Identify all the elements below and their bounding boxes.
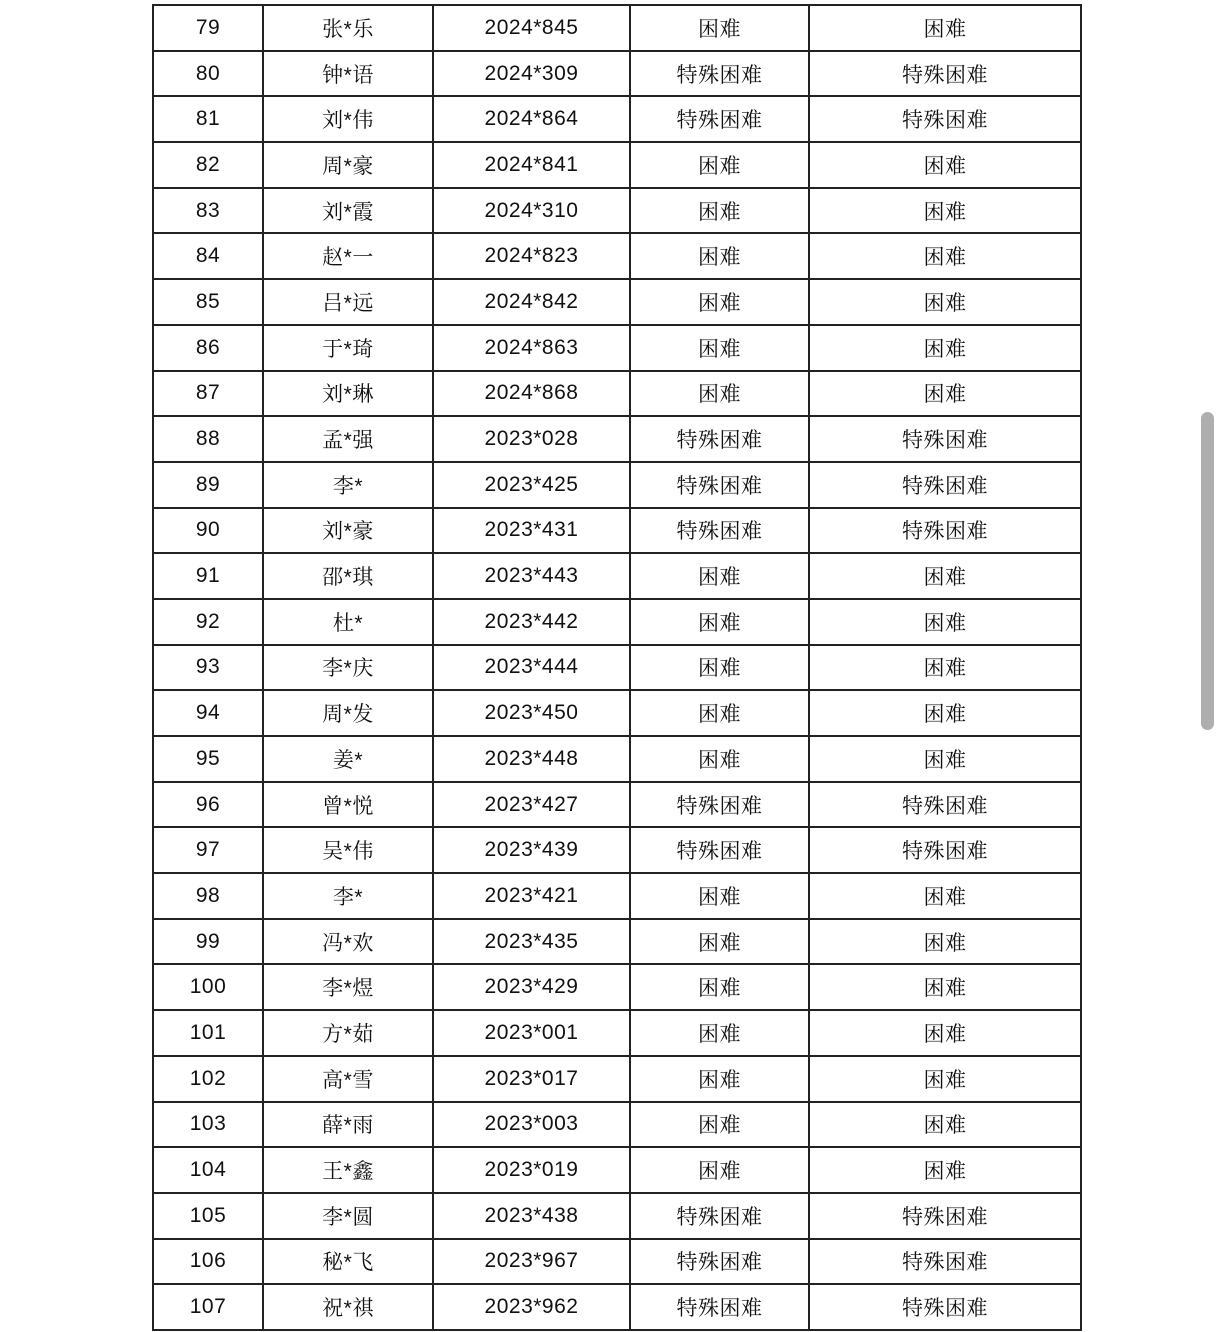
cell-category-1: 特殊困难	[630, 1239, 809, 1285]
cell-category-2: 特殊困难	[809, 1239, 1081, 1285]
cell-category-1: 困难	[630, 1056, 809, 1102]
cell-name: 李*煜	[263, 964, 433, 1010]
cell-category-1: 特殊困难	[630, 51, 809, 97]
cell-category-1: 特殊困难	[630, 508, 809, 554]
table-row	[153, 1193, 1081, 1239]
cell-category-1: 困难	[630, 279, 809, 325]
cell-index: 81	[153, 96, 263, 142]
cell-student-id: 2023*431	[433, 508, 630, 554]
cell-category-1: 困难	[630, 233, 809, 279]
cell-category-1: 困难	[630, 5, 809, 51]
table-row	[153, 279, 1081, 325]
table-row	[153, 553, 1081, 599]
cell-index: 95	[153, 736, 263, 782]
cell-index: 92	[153, 599, 263, 645]
table-row	[153, 188, 1081, 234]
cell-index: 96	[153, 782, 263, 828]
cell-category-2: 困难	[809, 1147, 1081, 1193]
cell-index: 86	[153, 325, 263, 371]
cell-category-2: 特殊困难	[809, 782, 1081, 828]
cell-name: 李*圆	[263, 1193, 433, 1239]
cell-name: 高*雪	[263, 1056, 433, 1102]
table-row	[153, 1284, 1081, 1330]
cell-name: 邵*琪	[263, 553, 433, 599]
table-row	[153, 1147, 1081, 1193]
cell-category-1: 困难	[630, 1147, 809, 1193]
cell-name: 钟*语	[263, 51, 433, 97]
cell-index: 103	[153, 1102, 263, 1148]
cell-name: 周*豪	[263, 142, 433, 188]
cell-student-id: 2023*448	[433, 736, 630, 782]
cell-name: 张*乐	[263, 5, 433, 51]
cell-index: 106	[153, 1239, 263, 1285]
cell-category-1: 困难	[630, 1010, 809, 1056]
cell-student-id: 2024*864	[433, 96, 630, 142]
cell-category-1: 困难	[630, 142, 809, 188]
cell-student-id: 2023*001	[433, 1010, 630, 1056]
table-row	[153, 325, 1081, 371]
table-row	[153, 782, 1081, 828]
table-row	[153, 462, 1081, 508]
table-row	[153, 142, 1081, 188]
cell-index: 80	[153, 51, 263, 97]
roster-table	[152, 4, 1082, 1331]
cell-student-id: 2023*439	[433, 827, 630, 873]
cell-category-2: 困难	[809, 371, 1081, 417]
cell-category-2: 困难	[809, 233, 1081, 279]
cell-index: 101	[153, 1010, 263, 1056]
cell-category-1: 困难	[630, 690, 809, 736]
cell-category-2: 困难	[809, 919, 1081, 965]
cell-student-id: 2023*443	[433, 553, 630, 599]
cell-name: 杜*	[263, 599, 433, 645]
cell-index: 98	[153, 873, 263, 919]
cell-name: 吴*伟	[263, 827, 433, 873]
cell-category-2: 特殊困难	[809, 1193, 1081, 1239]
table-row	[153, 508, 1081, 554]
table-row	[153, 371, 1081, 417]
cell-name: 李*	[263, 873, 433, 919]
cell-category-2: 困难	[809, 142, 1081, 188]
cell-index: 107	[153, 1284, 263, 1330]
table-row	[153, 919, 1081, 965]
scrollbar-thumb[interactable]	[1201, 412, 1214, 730]
table-row	[153, 645, 1081, 691]
cell-category-2: 困难	[809, 553, 1081, 599]
table-row	[153, 827, 1081, 873]
cell-category-1: 困难	[630, 371, 809, 417]
table-row	[153, 1102, 1081, 1148]
cell-category-1: 困难	[630, 1102, 809, 1148]
cell-category-1: 困难	[630, 645, 809, 691]
cell-student-id: 2023*427	[433, 782, 630, 828]
cell-category-1: 特殊困难	[630, 462, 809, 508]
cell-index: 84	[153, 233, 263, 279]
cell-student-id: 2024*841	[433, 142, 630, 188]
cell-category-2: 困难	[809, 1056, 1081, 1102]
table-row	[153, 1239, 1081, 1285]
cell-name: 秘*飞	[263, 1239, 433, 1285]
cell-index: 88	[153, 416, 263, 462]
scrollbar-track[interactable]	[1199, 0, 1216, 1332]
table-row	[153, 233, 1081, 279]
cell-category-1: 困难	[630, 325, 809, 371]
cell-category-2: 困难	[809, 599, 1081, 645]
table-row	[153, 1010, 1081, 1056]
cell-category-1: 困难	[630, 873, 809, 919]
cell-student-id: 2023*003	[433, 1102, 630, 1148]
cell-category-1: 困难	[630, 919, 809, 965]
cell-category-1: 特殊困难	[630, 1193, 809, 1239]
cell-student-id: 2023*450	[433, 690, 630, 736]
cell-index: 85	[153, 279, 263, 325]
cell-student-id: 2024*863	[433, 325, 630, 371]
cell-name: 刘*伟	[263, 96, 433, 142]
cell-category-1: 特殊困难	[630, 827, 809, 873]
cell-category-2: 特殊困难	[809, 96, 1081, 142]
cell-category-2: 困难	[809, 736, 1081, 782]
table-row	[153, 416, 1081, 462]
cell-category-2: 特殊困难	[809, 416, 1081, 462]
table-row	[153, 964, 1081, 1010]
cell-category-2: 困难	[809, 1102, 1081, 1148]
cell-category-2: 特殊困难	[809, 51, 1081, 97]
cell-index: 104	[153, 1147, 263, 1193]
cell-name: 吕*远	[263, 279, 433, 325]
cell-index: 100	[153, 964, 263, 1010]
roster-table-container	[152, 4, 1080, 1331]
cell-category-1: 困难	[630, 599, 809, 645]
cell-index: 79	[153, 5, 263, 51]
cell-index: 83	[153, 188, 263, 234]
cell-student-id: 2023*435	[433, 919, 630, 965]
cell-category-2: 困难	[809, 325, 1081, 371]
cell-student-id: 2023*442	[433, 599, 630, 645]
cell-student-id: 2023*028	[433, 416, 630, 462]
cell-student-id: 2023*019	[433, 1147, 630, 1193]
cell-student-id: 2024*310	[433, 188, 630, 234]
cell-name: 祝*祺	[263, 1284, 433, 1330]
table-row	[153, 736, 1081, 782]
cell-name: 冯*欢	[263, 919, 433, 965]
cell-category-1: 特殊困难	[630, 416, 809, 462]
cell-student-id: 2023*017	[433, 1056, 630, 1102]
cell-category-2: 特殊困难	[809, 462, 1081, 508]
cell-student-id: 2023*425	[433, 462, 630, 508]
cell-category-1: 特殊困难	[630, 782, 809, 828]
cell-student-id: 2024*309	[433, 51, 630, 97]
cell-index: 102	[153, 1056, 263, 1102]
cell-index: 94	[153, 690, 263, 736]
cell-name: 于*琦	[263, 325, 433, 371]
cell-index: 97	[153, 827, 263, 873]
table-row	[153, 5, 1081, 51]
cell-index: 93	[153, 645, 263, 691]
cell-name: 周*发	[263, 690, 433, 736]
cell-category-1: 特殊困难	[630, 1284, 809, 1330]
cell-student-id: 2024*842	[433, 279, 630, 325]
cell-category-2: 困难	[809, 5, 1081, 51]
cell-category-1: 困难	[630, 964, 809, 1010]
cell-category-2: 困难	[809, 279, 1081, 325]
cell-name: 姜*	[263, 736, 433, 782]
cell-name: 刘*豪	[263, 508, 433, 554]
cell-category-2: 困难	[809, 1010, 1081, 1056]
cell-student-id: 2023*421	[433, 873, 630, 919]
cell-category-1: 困难	[630, 188, 809, 234]
cell-name: 李*	[263, 462, 433, 508]
cell-index: 105	[153, 1193, 263, 1239]
cell-student-id: 2024*845	[433, 5, 630, 51]
cell-category-2: 困难	[809, 188, 1081, 234]
cell-name: 薛*雨	[263, 1102, 433, 1148]
table-row	[153, 96, 1081, 142]
table-row	[153, 1056, 1081, 1102]
table-body	[153, 5, 1081, 1330]
cell-name: 孟*强	[263, 416, 433, 462]
cell-category-2: 特殊困难	[809, 827, 1081, 873]
cell-student-id: 2023*438	[433, 1193, 630, 1239]
table-row	[153, 599, 1081, 645]
cell-category-1: 困难	[630, 553, 809, 599]
cell-name: 李*庆	[263, 645, 433, 691]
cell-category-2: 特殊困难	[809, 1284, 1081, 1330]
table-row	[153, 51, 1081, 97]
cell-student-id: 2024*823	[433, 233, 630, 279]
cell-student-id: 2023*962	[433, 1284, 630, 1330]
cell-student-id: 2024*868	[433, 371, 630, 417]
cell-name: 刘*霞	[263, 188, 433, 234]
cell-name: 王*鑫	[263, 1147, 433, 1193]
cell-student-id: 2023*444	[433, 645, 630, 691]
table-row	[153, 690, 1081, 736]
cell-category-2: 困难	[809, 690, 1081, 736]
cell-index: 99	[153, 919, 263, 965]
cell-category-2: 困难	[809, 873, 1081, 919]
cell-index: 82	[153, 142, 263, 188]
cell-student-id: 2023*967	[433, 1239, 630, 1285]
cell-name: 刘*琳	[263, 371, 433, 417]
cell-category-1: 困难	[630, 736, 809, 782]
cell-index: 91	[153, 553, 263, 599]
cell-index: 87	[153, 371, 263, 417]
cell-name: 曾*悦	[263, 782, 433, 828]
cell-name: 赵*一	[263, 233, 433, 279]
cell-category-1: 特殊困难	[630, 96, 809, 142]
table-row	[153, 873, 1081, 919]
cell-index: 89	[153, 462, 263, 508]
cell-name: 方*茹	[263, 1010, 433, 1056]
cell-index: 90	[153, 508, 263, 554]
cell-category-2: 困难	[809, 645, 1081, 691]
cell-category-2: 困难	[809, 964, 1081, 1010]
cell-category-2: 特殊困难	[809, 508, 1081, 554]
cell-student-id: 2023*429	[433, 964, 630, 1010]
